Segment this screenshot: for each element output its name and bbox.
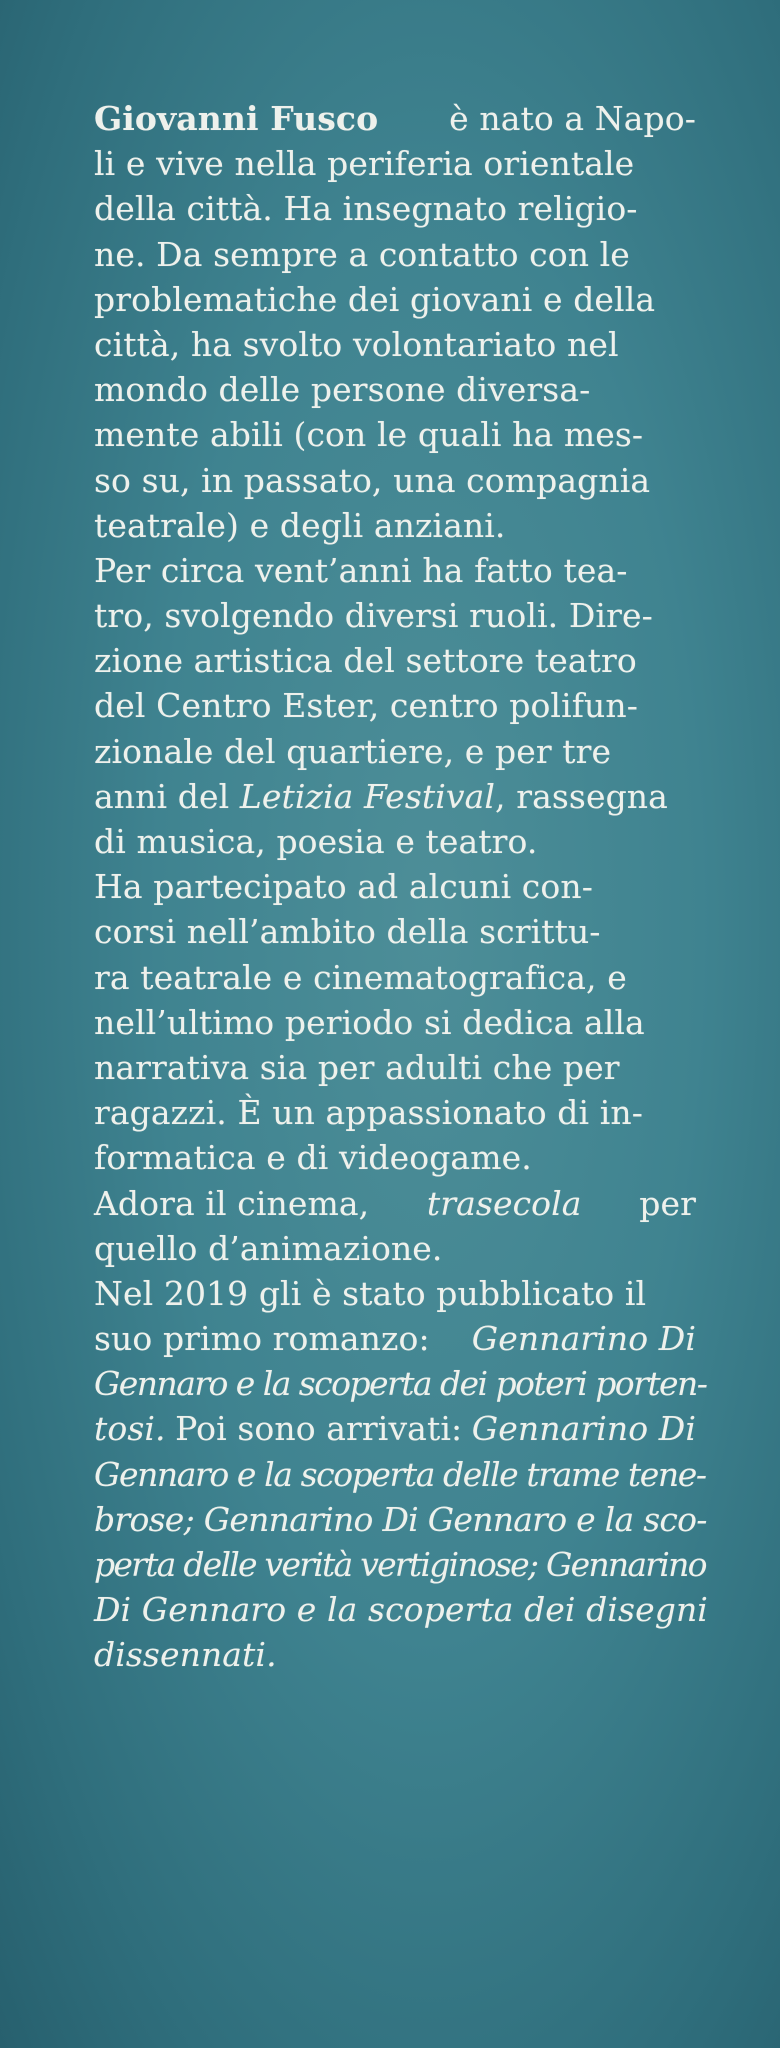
text-line: Ha partecipato ad alcuni con-: [94, 867, 593, 907]
text-line: mente abili (con le quali ha mes-: [94, 415, 644, 455]
bio-paragraph: [94, 96, 696, 548]
text-line: problematiche dei giovani e della: [94, 279, 656, 319]
text-line: tosi. Poi sono arrivati: Gennarino Di: [94, 1406, 696, 1451]
text-line: zionale del quartiere, e per tre: [94, 731, 612, 771]
bio-paragraph: [94, 1181, 696, 1271]
book-title-line: brose; Gennarino Di Gennaro e la sco-: [94, 1499, 707, 1539]
book-title-line: Gennaro e la scoperta delle trame tene-: [94, 1454, 706, 1494]
text-line: Giovanni Fusco è nato a Napo-: [94, 96, 696, 141]
text-line: ne. Da sempre a contatto con le: [94, 234, 630, 274]
book-title: Gennarino Di: [471, 1319, 696, 1359]
author-biography: [94, 96, 708, 1678]
text-line: li e vive nella periferia orientale: [94, 144, 635, 184]
bio-paragraph: [94, 548, 696, 864]
text-line: narrativa sia per adulti che per: [94, 1047, 620, 1087]
bio-paragraph: [94, 1271, 708, 1678]
text-line: mondo delle persone diversa-: [94, 370, 591, 410]
text-line: corsi nell’ambito della scrittu-: [94, 912, 601, 952]
text-line: nell’ultimo periodo si dedica alla: [94, 1002, 645, 1042]
text-line: del Centro Ester, centro polifun-: [94, 686, 638, 726]
book-title: tosi.: [94, 1409, 166, 1449]
text-line: quello d’animazione.: [94, 1228, 443, 1268]
text-line: Per circa vent’anni ha fatto tea-: [94, 550, 628, 590]
festival-title: Letizia Festival: [239, 776, 496, 816]
book-title-line: dissennati.: [94, 1635, 277, 1675]
text-line: anni del Letizia Festival, rassegna: [94, 776, 668, 816]
text-line: Nel 2019 gli è stato pubblicato il: [94, 1273, 647, 1313]
text-line: so su, in passato, una compagnia: [94, 460, 651, 500]
text-line: tro, svolgendo diversi ruoli. Dire-: [94, 596, 653, 636]
bio-paragraph: [94, 864, 696, 1180]
text-line: ra teatrale e cinematografica, e: [94, 957, 627, 997]
text-line: della città. Ha insegnato religio-: [94, 189, 638, 229]
text-line: città, ha svolto volontariato nel: [94, 324, 619, 364]
book-title: Gennarino Di: [471, 1409, 696, 1449]
text-line: suo primo romanzo: Gennarino Di: [94, 1316, 696, 1361]
text-line: Adora il cinema, trasecola per: [94, 1181, 696, 1226]
text-line: ragazzi. È un appassionato di in-: [94, 1093, 643, 1133]
text-line: di musica, poesia e teatro.: [94, 822, 538, 861]
book-title-line: perta delle verità vertiginose; Gennarino: [94, 1545, 706, 1584]
text-line: formatica e di videogame.: [94, 1138, 532, 1178]
book-title-line: Gennaro e la scoperta dei poteri porten-: [94, 1364, 707, 1404]
author-name: Giovanni Fusco: [94, 99, 379, 138]
emphasis-word: trasecola: [426, 1183, 582, 1223]
text-line: zione artistica del settore teatro: [94, 641, 637, 681]
book-title-line: Di Gennaro e la scoperta dei disegni: [94, 1590, 708, 1630]
text-line: teatrale) e degli anziani.: [94, 505, 506, 545]
